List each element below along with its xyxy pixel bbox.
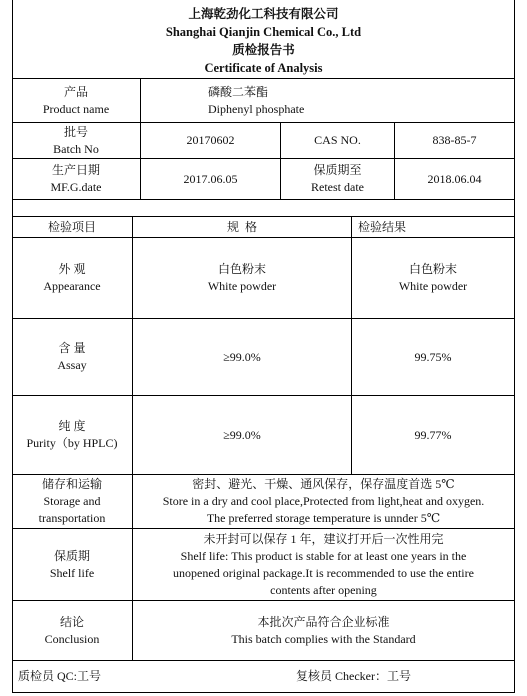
mfg-date: 2017.06.05 bbox=[183, 171, 238, 186]
conclusion-label: 结论 Conclusion bbox=[44, 614, 100, 646]
retest-date-label: 保质期至 Retest date bbox=[311, 163, 364, 194]
purity-result: 99.77% bbox=[414, 427, 452, 442]
document-title-cn: 质检报告书 bbox=[232, 43, 295, 57]
storage-label: 储存和运输 Storage and transportation bbox=[38, 477, 106, 525]
purity-spec: ≥99.0% bbox=[223, 427, 261, 442]
retest-date: 2018.06.04 bbox=[427, 171, 482, 186]
storage-text: 密封、避光、干燥、通风保存，保存温度首选 5℃ Store in a dry and cool place,Protected from light,heat and oxygen. The preferred storage temperature is unnder 5℃ bbox=[162, 477, 485, 525]
mfg-date-label: 生产日期 MF.G.date bbox=[50, 163, 102, 194]
appearance-result: 白色粉末 White powder bbox=[398, 262, 468, 293]
header-result: 检验结果 bbox=[358, 219, 407, 234]
document-title-en: Certificate of Analysis bbox=[204, 61, 323, 75]
appearance-item: 外 观 Appearance bbox=[43, 262, 101, 293]
shelf-life-label: 保质期 Shelf life bbox=[49, 548, 95, 580]
product-label: 产品 Product name bbox=[42, 84, 110, 116]
assay-spec: ≥99.0% bbox=[223, 349, 261, 364]
assay-result: 99.75% bbox=[414, 349, 452, 364]
company-name-cn: 上海乾劲化工科技有限公司 bbox=[188, 7, 339, 21]
appearance-spec: 白色粉末 White powder bbox=[207, 262, 277, 293]
border bbox=[514, 0, 515, 693]
rule bbox=[12, 692, 514, 693]
assay-item: 含 量 Assay bbox=[57, 341, 87, 372]
conclusion-text: 本批次产品符合企业标准 This batch complies with the Standard bbox=[231, 614, 416, 646]
header-test-item: 检验项目 bbox=[47, 219, 96, 234]
rule bbox=[12, 199, 514, 200]
company-name-en: Shanghai Qianjin Chemical Co., Ltd bbox=[165, 25, 362, 39]
cas-number: 838-85-7 bbox=[432, 133, 477, 147]
divider bbox=[140, 78, 141, 123]
checker: 复核员 Checker：工号 bbox=[296, 669, 411, 683]
purity-item: 纯 度 Purity（by HPLC) bbox=[26, 419, 118, 450]
batch-number: 20170602 bbox=[186, 133, 235, 147]
product-value: 磷酸二苯酯 Diphenyl phosphate bbox=[208, 84, 305, 116]
shelf-life-text: 未开封可以保存 1 年，建议打开后一次性用完 Shelf life: This product is stable for at least one years in the unopened original package.It is recommended to use the entire contents after opening bbox=[173, 531, 474, 597]
qc-inspector: 质检员 QC:工号 bbox=[18, 669, 102, 683]
header-specification: 规 格 bbox=[226, 219, 257, 234]
cas-label: CAS NO. bbox=[314, 133, 361, 147]
batch-label: 批号 Batch No bbox=[53, 124, 99, 156]
